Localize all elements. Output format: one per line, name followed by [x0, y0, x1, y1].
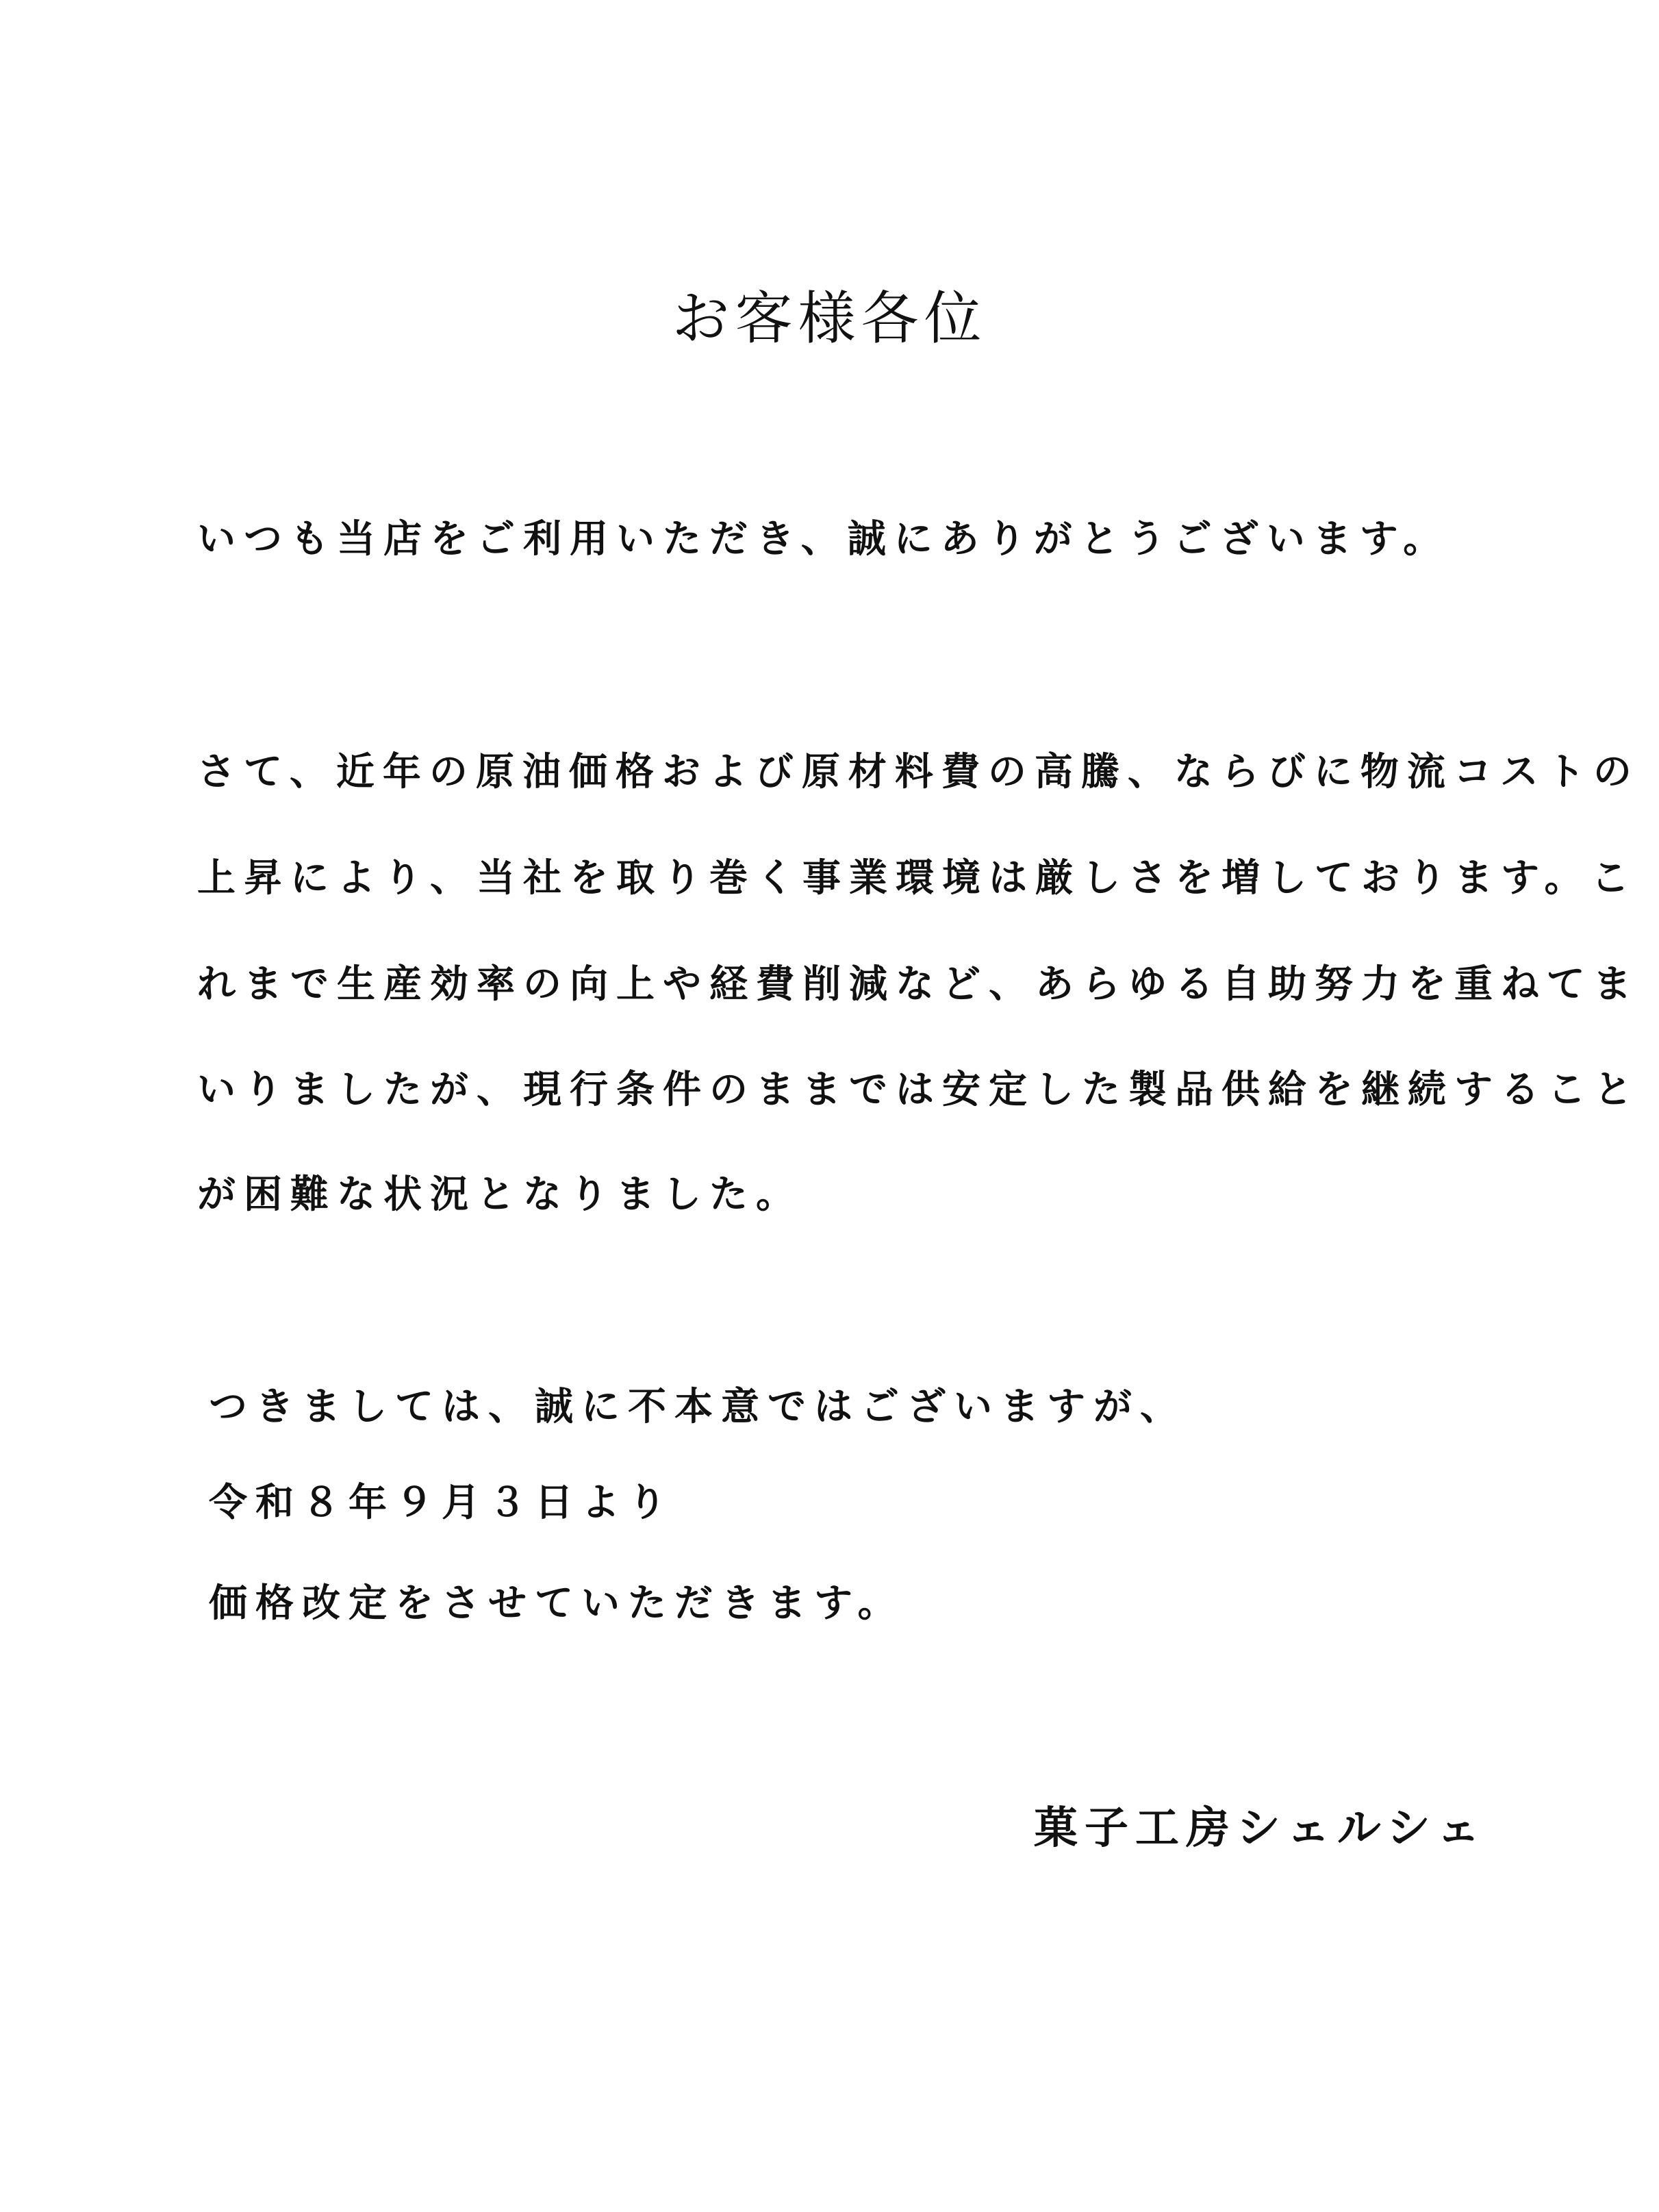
- body-paragraph-1-line-2: 上昇により、当社を取り巻く事業環境は厳しさを増しております。こ: [197, 856, 1638, 901]
- greeting-line: いつも当店をご利用いただき、誠にありがとうございます。: [197, 517, 1450, 562]
- body-paragraph-1-line-5: が困難な状況となりました。: [197, 1172, 802, 1217]
- body-paragraph-1-line-3: れまで生産効率の向上や経費削減など、あらゆる自助努力を重ねてま: [197, 962, 1640, 1007]
- shop-signature: 菓子工房シェルシェ: [1034, 1803, 1487, 1854]
- body-paragraph-1-line-4: いりましたが、現行条件のままでは安定した製品供給を継続すること: [197, 1068, 1641, 1112]
- price-revision-line: 価格改定をさせていただきます。: [209, 1581, 904, 1626]
- effective-date-line: 令和８年９月３日より: [209, 1481, 674, 1525]
- body-paragraph-1-line-1: さて、近年の原油価格および原材料費の高騰、ならびに物流コストの: [197, 750, 1640, 794]
- body-paragraph-2-line-1: つきましては、誠に不本意ではございますが、: [209, 1385, 1187, 1429]
- notice-title: お客様各位: [672, 285, 987, 352]
